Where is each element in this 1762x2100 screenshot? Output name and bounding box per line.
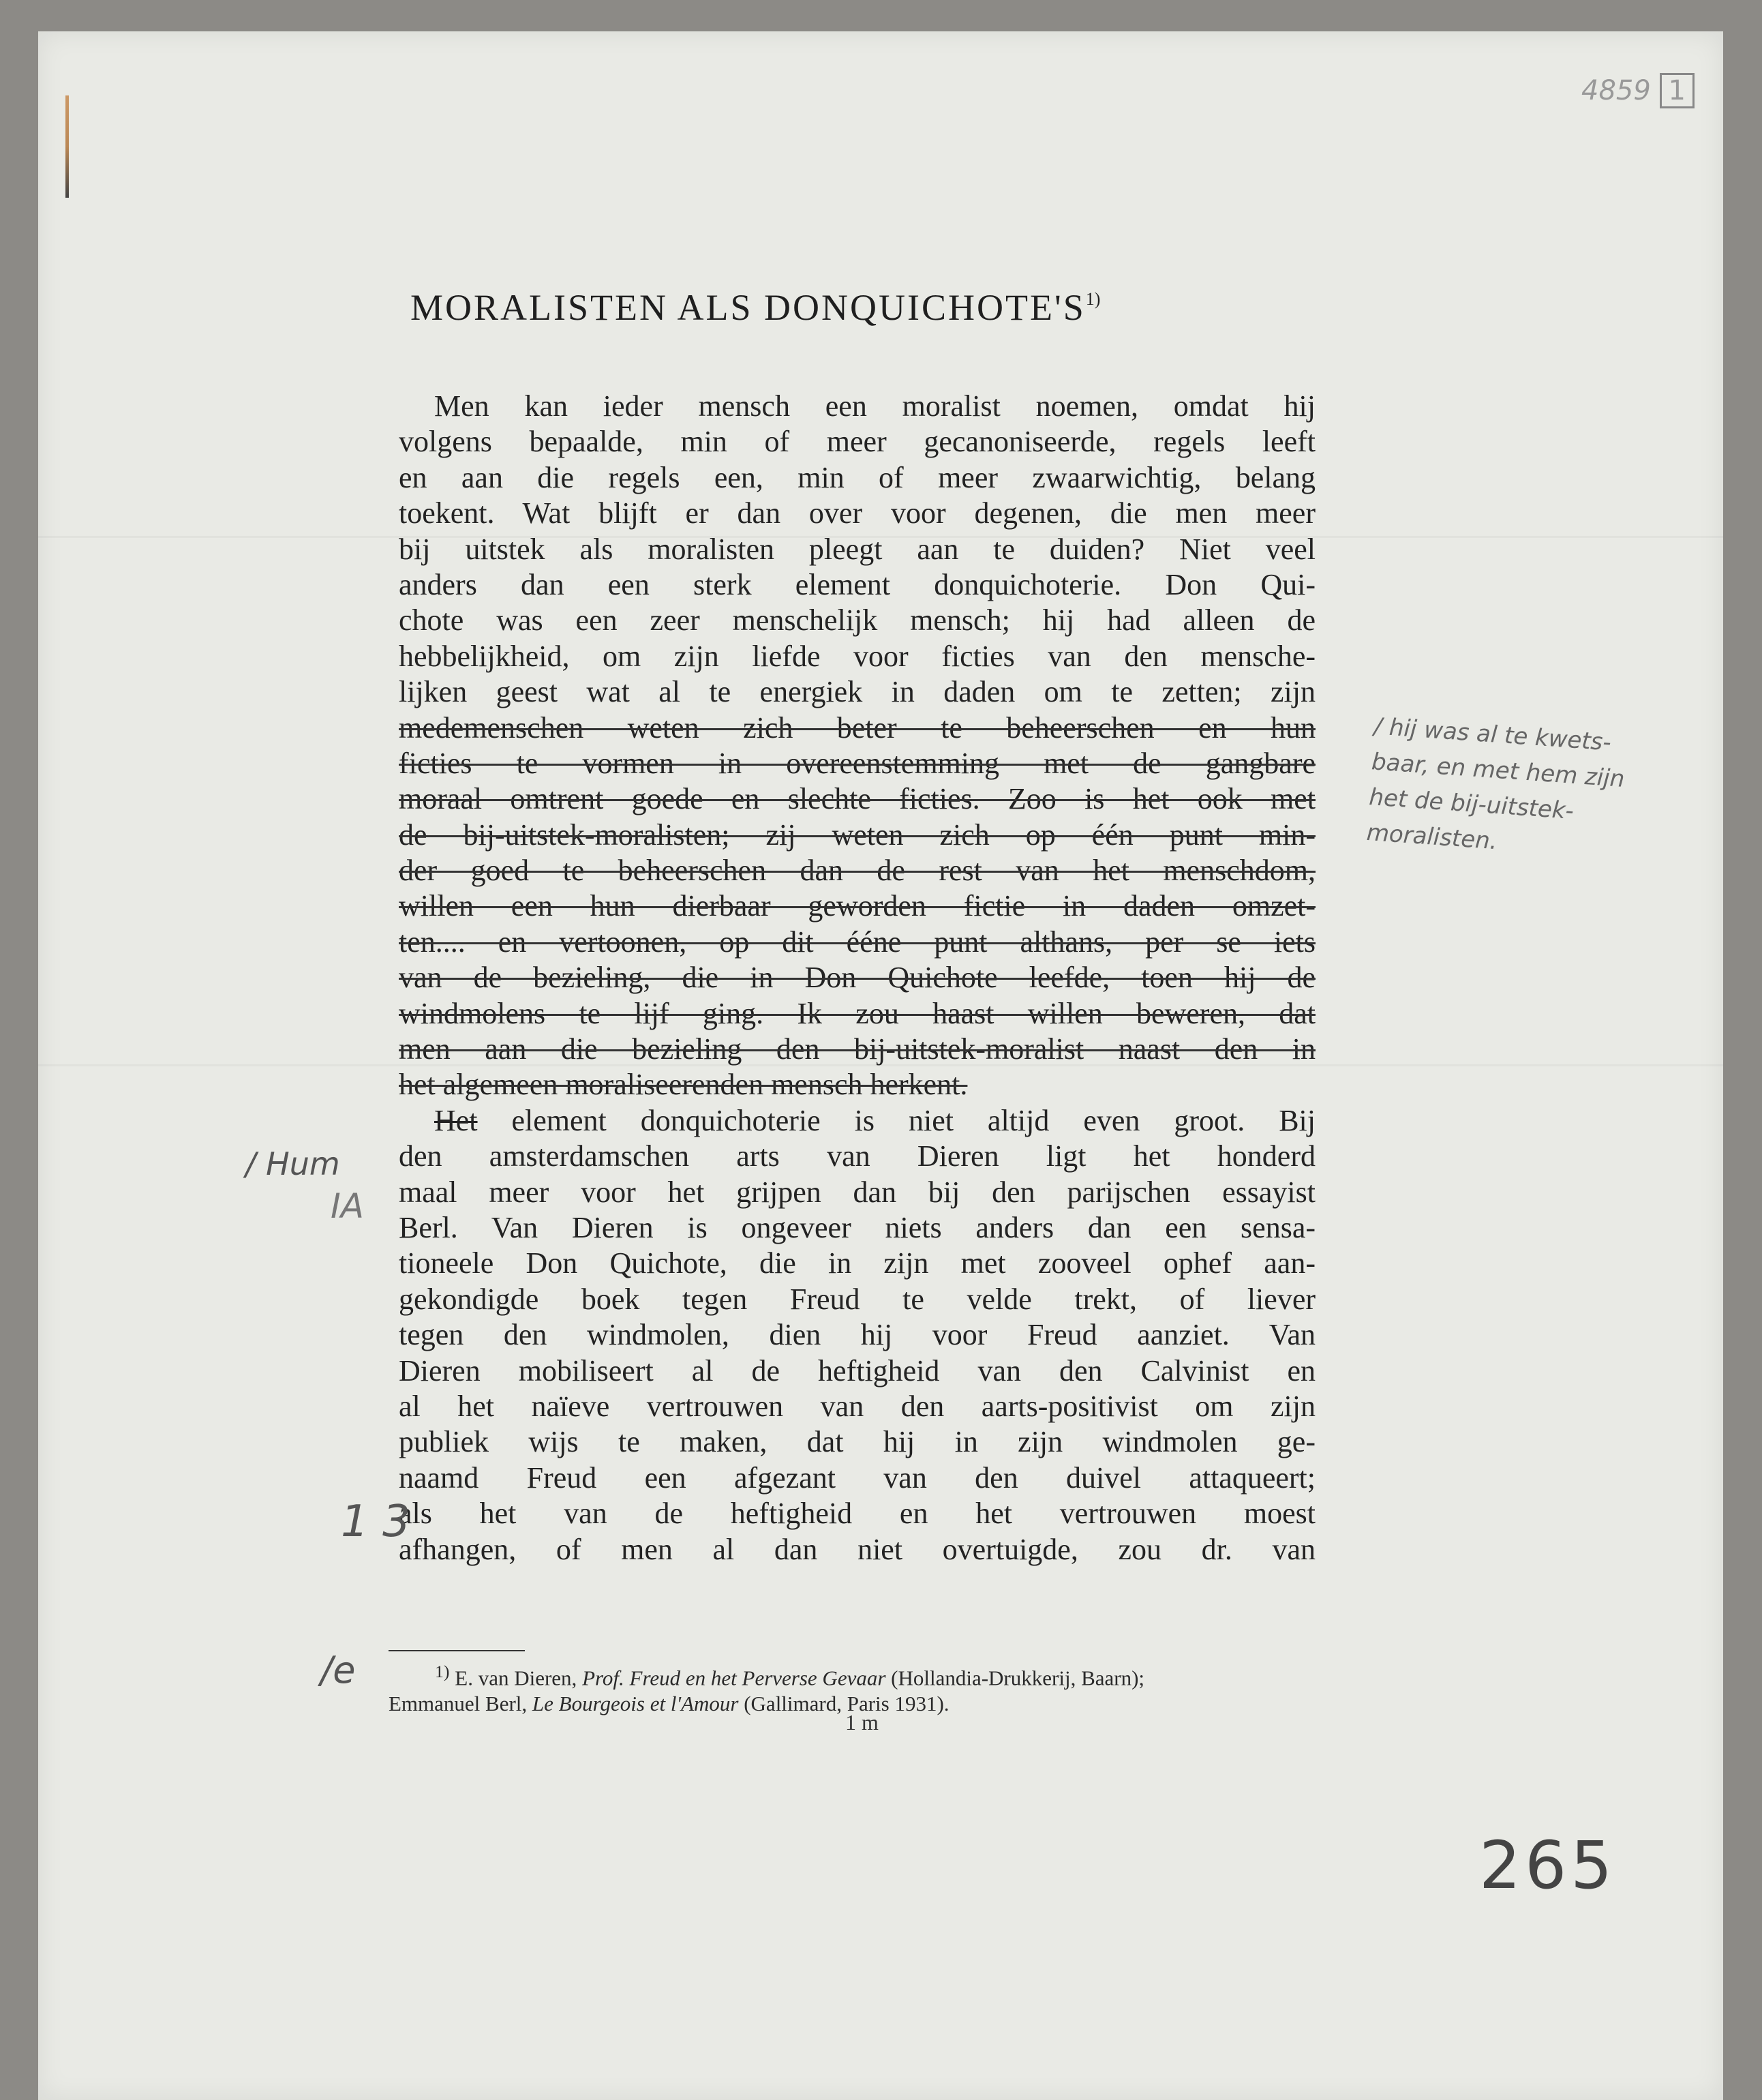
struck-text-line: van de bezieling, die in Don Quichote leefde, toen hij de (399, 961, 1316, 995)
footnote-line-2: Emmanuel Berl, Le Bourgeois et l'Amour (Gallimard, Paris 1931). (389, 1692, 950, 1716)
struck-word: Het (434, 1103, 478, 1137)
text-line: tioneele Don Quichote, die in zijn met zooveel ophef aan- (399, 1246, 1316, 1280)
text-line: als het van de heftigheid en het vertrouwen moest (399, 1497, 1316, 1531)
text-line: toekent. Wat blijft er dan over voor degenen, die men meer (399, 496, 1316, 530)
text-line: en aan die regels een, min of meer zwaarwichtig, belang (399, 460, 1316, 494)
text-line: hebbelijkheid, om zijn liefde voor ficties van den mensche- (399, 639, 1316, 673)
text-line: lijken geest wat al te energiek in daden om te zetten; zijn (399, 675, 1316, 709)
text-line: den amsterdamschen arts van Dieren ligt het honderd (399, 1139, 1316, 1173)
handwritten-mark: 1 3 (341, 1497, 410, 1547)
struck-text-line: ficties te vormen in overeenstemming met de gangbare (399, 746, 1316, 780)
paragraph-2 (399, 1103, 1316, 1567)
text-line: publiek wijs te maken, dat hij in zijn windmolen ge- (399, 1425, 1316, 1459)
text-line: bij uitstek als moralisten pleegt aan te duiden? Niet veel (399, 532, 1316, 566)
handwritten-page-number: 265 (1479, 1827, 1617, 1904)
handwritten-correction: / Hum (245, 1145, 340, 1182)
struck-text-line: moraal omtrent goede en slechte ficties. Zoo is het ook met (399, 782, 1316, 816)
text-line: volgens bepaalde, min of meer gecanoniseerde, regels leeft (399, 425, 1316, 459)
text-line: Dieren mobiliseert al de heftigheid van den Calvinist en (399, 1353, 1316, 1388)
struck-text-line: men aan die bezieling den bij-uitstek-moralist naast den in (399, 1032, 1316, 1066)
text-line: gekondigde boek tegen Freud te velde trekt, of liever (399, 1282, 1316, 1316)
text-line: tegen den windmolen, dien hij voor Freud aanziet. Van (399, 1318, 1316, 1352)
printer-mark: 1 m (845, 1710, 879, 1735)
text-line: naamd Freud een afgezant van den duivel attaqueert; (399, 1460, 1316, 1495)
text-line: afhangen, of men al dan niet overtuigde, zou dr. van (399, 1532, 1316, 1566)
edge-mark (65, 95, 69, 198)
text-line: Men kan ieder mensch een moralist noemen, omdat hij (434, 389, 1316, 423)
text-line: chote was een zeer menschelijk mensch; hij had alleen de (399, 603, 1316, 638)
paragraph-1 (399, 389, 1316, 1103)
struck-text-line: ten.... en vertoonen, op dit ééne punt althans, per se iets (399, 925, 1316, 959)
struck-text-line: der goed te beheerschen dan de rest van het menschdom, (399, 854, 1316, 888)
text-line: al het naïeve vertrouwen van den aarts-positivist om zijn (399, 1389, 1316, 1423)
struck-text-line: medemenschen weten zich beter te beheerschen en hun (399, 710, 1316, 745)
text-line: maal meer voor het grijpen dan bij den parijschen essayist (399, 1175, 1316, 1209)
text-line: Berl. Van Dieren is ongeveer niets anders dan een sensa- (399, 1210, 1316, 1244)
struck-text-line: windmolens te lijf ging. Ik zou haast willen beweren, dat (399, 996, 1316, 1030)
handwritten-mark: /e (320, 1649, 356, 1692)
archive-box: 1 (1660, 73, 1695, 108)
handwritten-margin-note: / hij was al te kwets- baar, en met hem zijn het de bij-uitstek- moralisten. (1365, 712, 1626, 856)
footnote-rule (389, 1650, 525, 1651)
struck-text-line: willen een hun dierbaar geworden fictie in daden omzet- (399, 889, 1316, 923)
footnote (389, 1659, 1316, 1717)
handwritten-mark: IA (331, 1186, 364, 1226)
page-title: MORALISTEN ALS $DONQUICHOTE'S^{1)}$ (410, 287, 1101, 328)
footnote-line-1: $^{1)}$ E. van Dieren, Prof. Freud en het Perverse Gevaar (Hollandia-Drukkerij, Baarn); (435, 1662, 1145, 1690)
struck-text-line: het algemeen moraliseerenden mensch herkent. (399, 1068, 968, 1102)
article-body (399, 389, 1316, 1567)
struck-text-line: de bij-uitstek-moralisten; zij weten zich op één punt min- (399, 817, 1316, 852)
text-line: Het element donquichoterie is niet altijd even groot. Bij (434, 1103, 1316, 1137)
archive-number: 4859 1 (1581, 75, 1695, 106)
text-line: anders dan een sterk element donquichoterie. Don Qui- (399, 567, 1316, 601)
